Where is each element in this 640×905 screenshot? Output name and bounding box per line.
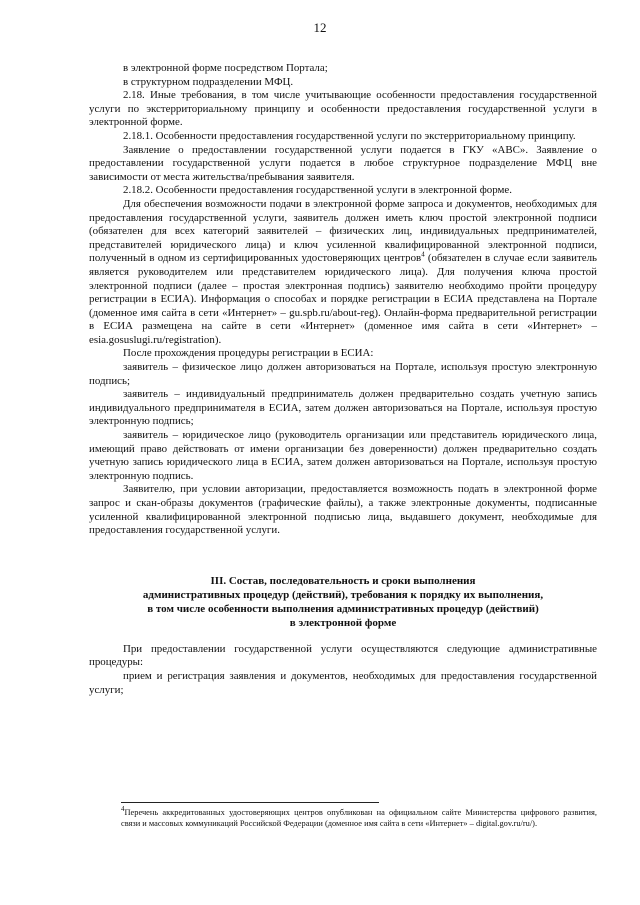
paragraph-with-footnote — [89, 198, 597, 348]
section-heading-line: в том числе особенности выполнения административных процедур (действий) — [147, 602, 539, 615]
footnote-reference: 4 — [421, 250, 425, 259]
paragraph: Заявителю, при условии авторизации, предоставляется возможность подать в электронной форме запрос и скан-образы документов (графические файлы), а также электронные документы, подписанные усиленной квалифицированной электронной подписью лица, выдавшего документ, необходимые для предоставления государственной услуги. — [89, 483, 597, 537]
paragraph-text-tail: (обязателен в случае если заявитель является руководителем или представителем юридического лица). Для получения ключа простой электронной подписи (далее – простая электронная подпись) заявителю необходимо пройти процедуру регистрации в ЕСИА). Информация о способах и порядке регистрации в ЕСИА представлена на Портале (доменное имя сайта в сети «Интернет» – gu.spb.ru/about-reg). Онлайн-форма предварительной регистрации в ЕСИА размещена на сайте в сети «Интернет» (доменное имя сайта в сети «Интернет» – esia.gosuslugi.ru/registration). — [89, 252, 597, 346]
paragraph: заявитель – юридическое лицо (руководитель организации или представитель юридического лица, имеющий право действовать от имени организации без доверенности) должен предварительно создать учетную запись юридического лица в ЕСИА, затем должен авторизоваться на Портале, используя простую электронную подпись. — [89, 429, 597, 482]
spacer — [89, 630, 597, 643]
section-heading-line: административных процедур (действий), требования к порядку их выполнения, — [142, 588, 544, 601]
document-body — [89, 62, 597, 697]
footnote-marker: 4 — [121, 805, 125, 814]
paragraph: заявитель – индивидуальный предприниматель должен предварительно создать учетную запись индивидуального предпринимателя в ЕСИА, затем должен авторизоваться на Портале, используя простую электронную подпись; — [89, 388, 597, 428]
paragraph-text: Для обеспечения возможности подачи в электронной форме запроса и документов, необходимых для предоставления государственной услуги, заявитель должен иметь ключ простой электронной подписи (обязателен для всех категорий заявителей – физических лиц, индивидуальных предпринимателей, представителей юридического лица) и ключ усиленной квалифицированной электронной подписи, полученный в одном из сертифицированных удостоверяющих центров — [89, 197, 597, 265]
paragraph: 2.18.1. Особенности предоставления государственной услуги по экстерриториальному принципу. — [123, 129, 576, 142]
paragraph: Заявление о предоставлении государственной услуги подается в ГКУ «АВС». Заявление о предоставлении государственной услуги подается в любое структурное подразделение МФЦ вне зависимости от места жительства/пребывания заявителя. — [89, 143, 597, 183]
section-heading-line: III. Состав, последовательность и сроки выполнения — [210, 574, 476, 587]
paragraph: заявитель – физическое лицо должен авторизоваться на Портале, используя простую электронную подпись; — [89, 361, 597, 387]
section-heading-line: в электронной форме — [289, 616, 397, 629]
footnote-text: Перечень аккредитованных удостоверяющих центров опубликован на официальном сайте Министерства цифрового развития, связи и массовых коммуникаций Российской Федерации (доменное имя сайта в сети «Интернет» – digital.gov.ru/ru/). — [121, 808, 597, 829]
footnote — [121, 807, 597, 829]
paragraph: 2.18.2. Особенности предоставления государственной услуги в электронной форме. — [123, 184, 512, 197]
spacer — [89, 538, 597, 574]
page-number: 12 — [313, 20, 327, 35]
paragraph: в структурном подразделении МФЦ. — [123, 75, 294, 88]
paragraph: прием и регистрация заявления и документов, необходимых для предоставления государственной услуги; — [89, 669, 597, 696]
paragraph: При предоставлении государственной услуги осуществляются следующие административные процедуры: — [89, 642, 597, 669]
paragraph: После прохождения процедуры регистрации в ЕСИА: — [123, 347, 374, 360]
footnote-divider — [121, 802, 379, 803]
paragraph: 2.18. Иные требования, в том числе учитывающие особенности предоставления государственной услуги по экстерриториальному принципу и особенности предоставления государственной услуги в электронной форме. — [89, 89, 597, 129]
paragraph: в электронной форме посредством Портала; — [123, 62, 328, 74]
